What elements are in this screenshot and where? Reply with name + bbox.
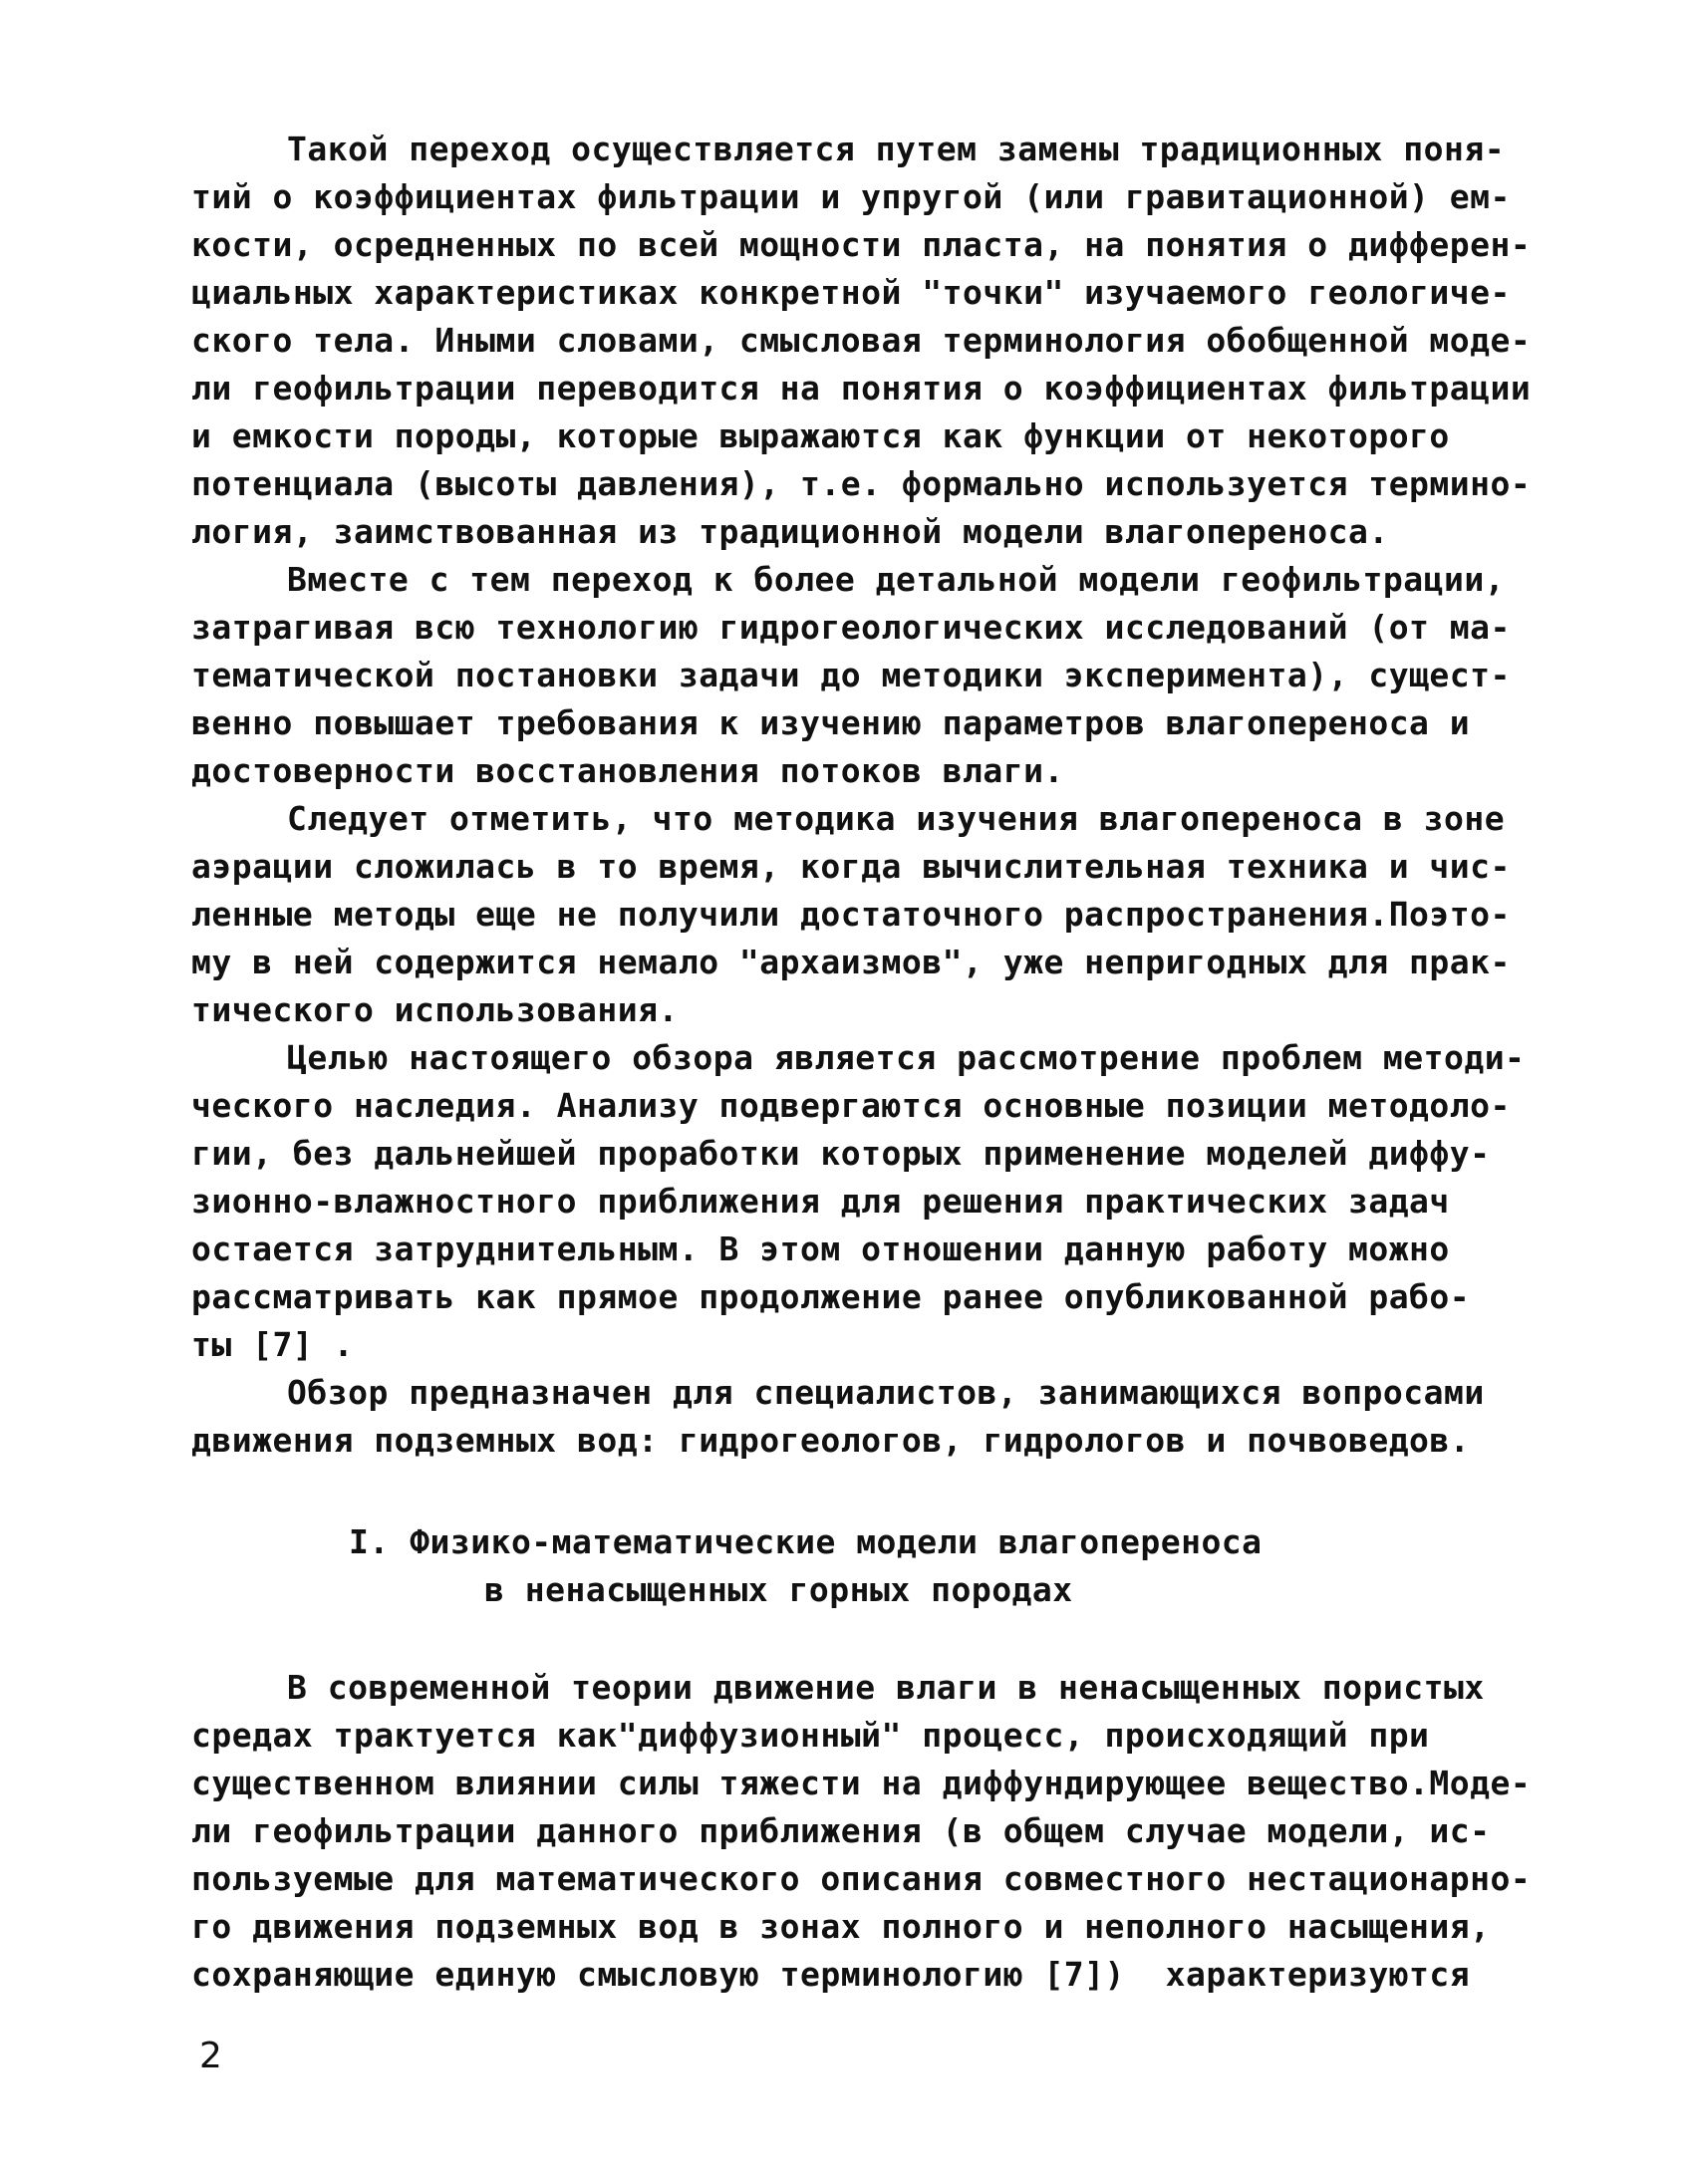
text-line: ского тела. Иными словами, смысловая терминология обобщенной моде- [191,321,1532,360]
text-line: остается затруднительным. В этом отношении данную работу можно [191,1229,1450,1268]
text-line: тий о коэффициентах фильтрации и упругой (или гравитационной) ем- [191,177,1511,216]
text-line: циальных характеристиках конкретной "точки" изучаемого геологиче- [191,273,1511,312]
text-line: венно повышает требования к изучению параметров влагопереноса и [191,703,1471,742]
text-line: кости, осредненных по всей мощности пласта, на понятия о дифферен- [191,225,1532,264]
text-line: Обзор предназначен для специалистов, занимающихся вопросами [287,1373,1485,1412]
text-line: потенциала (высоты давления), т.е. формально используется термино- [191,464,1532,503]
text-line: средах трактуется как"диффузионный" процесс, происходящий при [191,1716,1430,1755]
text-line: гии, без дальнейшей проработки которых применение моделей диффу- [191,1134,1491,1173]
text-line: му в ней содержится немало "архаизмов", уже непригодных для прак- [191,943,1511,981]
text-line: затрагивая всю технологию гидрогеологических исследований (от ма- [191,608,1511,647]
text-line: Следует отметить, что методика изучения влагопереноса в зоне [287,799,1506,838]
text-line: пользуемые для математического описания совместного нестационарно- [191,1859,1532,1898]
text-line: Такой переход осуществляется путем замены традиционных поня- [287,130,1506,168]
text-line: В современной теории движение влаги в ненасыщенных пористых [287,1668,1485,1707]
text-line: логия, заимствованная из традиционной модели влагопереноса. [191,512,1389,551]
text-line: сохраняющие единую смысловую терминологию [7]) характеризуются [191,1955,1471,1994]
page-number: 2 [199,2036,222,2076]
section-heading-line-1: I. Физико-математические модели влагопереноса [349,1522,1263,1561]
text-line: ли геофильтрации данного приближения (в общем случае модели, ис- [191,1811,1491,1850]
text-line: и емкости породы, которые выражаются как функции от некоторого [191,416,1450,455]
text-line: го движения подземных вод в зонах полного и неполного насыщения, [191,1907,1491,1946]
text-line: ленные методы еще не получили достаточного распространения.Поэто- [191,895,1511,934]
text-line: Вместе с тем переход к более детальной модели геофильтрации, [287,560,1506,599]
text-line: достоверности восстановления потоков влаги. [191,751,1064,790]
section-heading-line-2: в ненасыщенных горных породах [484,1570,1073,1609]
text-line: существенном влиянии силы тяжести на диффундирующее вещество.Моде- [191,1764,1532,1802]
text-line: Целью настоящего обзора является рассмотрение проблем методи- [287,1038,1526,1077]
text-line: ли геофильтрации переводится на понятия о коэффициентах фильтрации [191,369,1532,408]
text-line: тематической постановки задачи до методики эксперимента), сущест- [191,656,1511,694]
text-line: тического использования. [191,990,679,1029]
text-line: движения подземных вод: гидрогеологов, гидрологов и почвоведов. [191,1421,1471,1460]
text-line: зионно-влажностного приближения для решения практических задач [191,1182,1450,1221]
text-line: аэрации сложилась в то время, когда вычислительная техника и чис- [191,847,1511,886]
text-line: ты [7] . [191,1325,354,1364]
text-line: ческого наследия. Анализу подвергаются основные позиции методоло- [191,1086,1511,1125]
text-line: рассматривать как прямое продолжение ранее опубликованной рабо- [191,1277,1471,1316]
